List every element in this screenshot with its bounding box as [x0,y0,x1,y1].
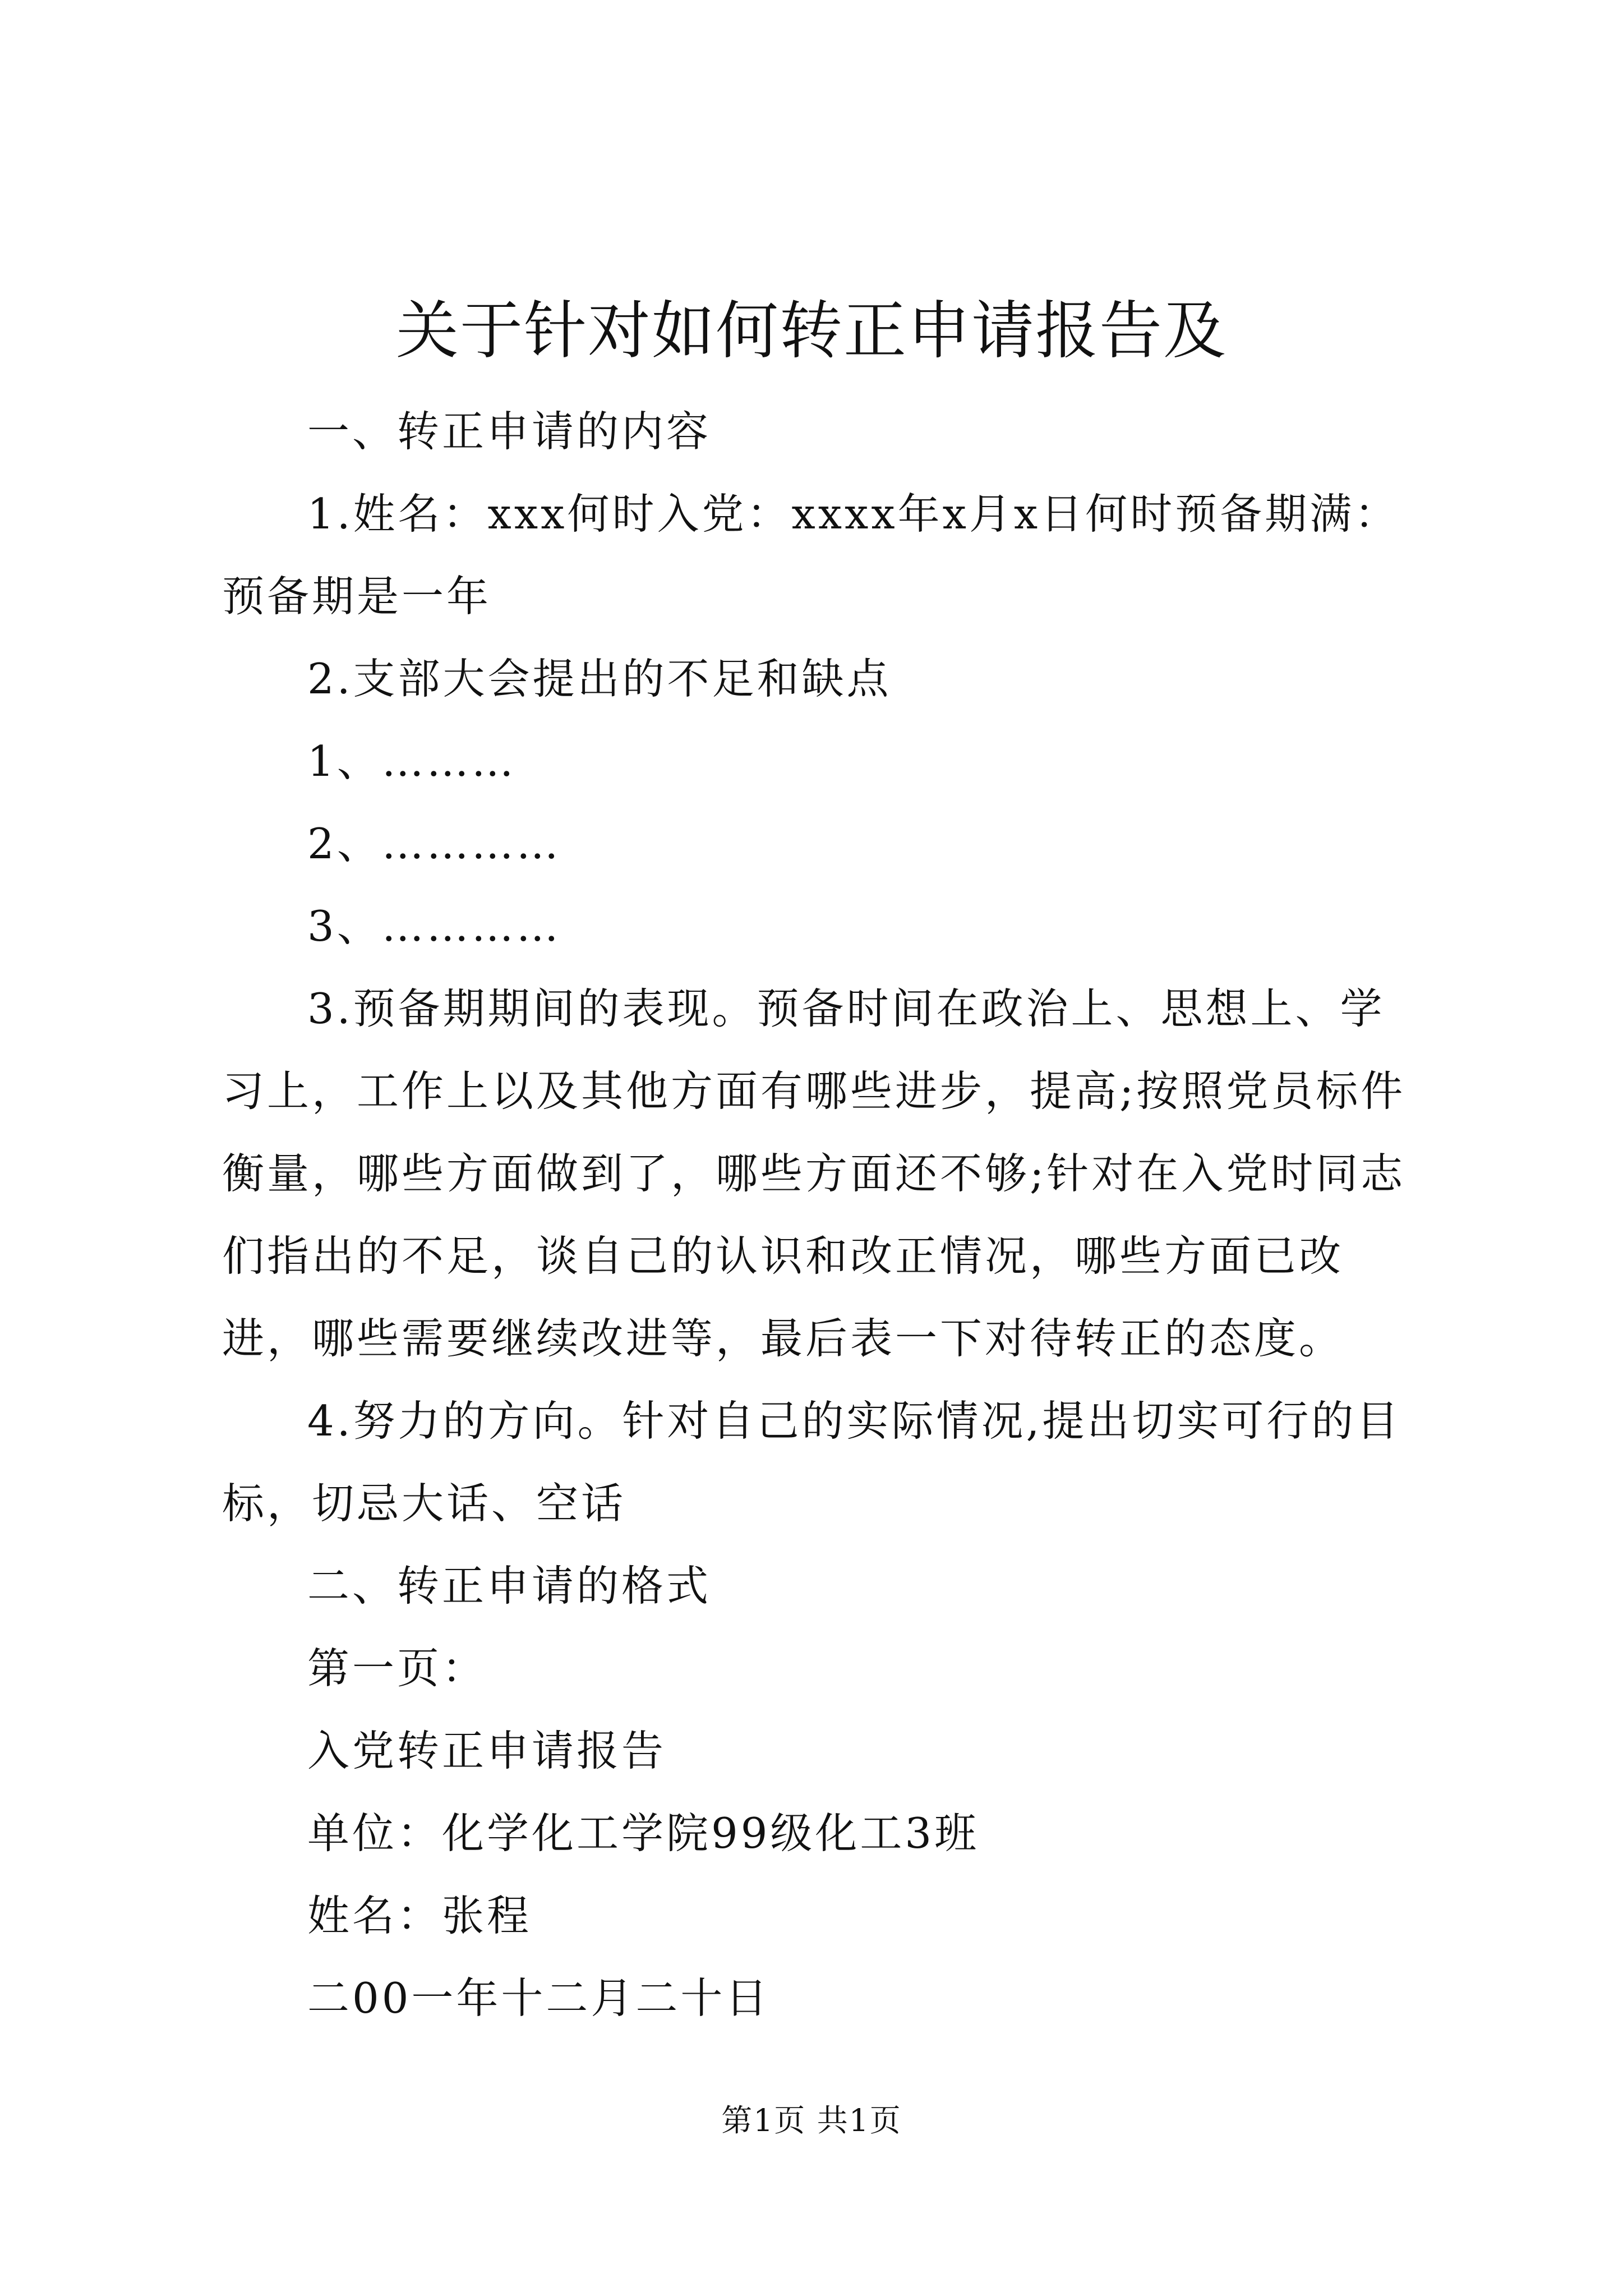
paragraph-name-dates: 1.姓名：xxx何时入党：xxxx年x月x日何时预备期满：预备期是一年 [222,489,1400,621]
paragraph-date: 二00一年十二月二十日 [307,1973,771,2023]
document-body [222,390,1429,2040]
page-footer: 第1页 共1页 [721,2102,902,2138]
list-item-2: 2、………… [307,819,561,868]
paragraph-direction: 4.努力的方向。针对自己的实际情况,提出切实可行的目标，切忌大话、空话 [222,1396,1401,1528]
paragraph-report-title: 入党转正申请报告 [307,1726,667,1775]
paragraph-performance: 3.预备期期间的表现。预备时间在政治上、思想上、学习上，工作上以及其他方面有哪些进步，提高;按照党员标件衡量，哪些方面做到了，哪些方面还不够;针对在入党时同志们指出的不足，谈自己的认识和改正情况，哪些方面已改进，哪些需要继续改进等，最后表一下对待转正的态度。 [222,984,1406,1363]
list-item-3: 3、………… [307,901,561,951]
list-item-1: 1、……… [307,737,517,786]
paragraph-name: 姓名：张程 [307,1891,532,1940]
paragraph-shortcomings: 2.支部大会提出的不足和缺点 [307,654,892,703]
paragraph-unit: 单位：化学化工学院99级化工3班 [307,1809,980,1858]
section-heading-format: 二、转正申请的格式 [307,1561,712,1611]
section-heading-content: 一、转正申请的内容 [307,407,712,456]
paragraph-first-page: 第一页： [307,1644,487,1693]
document-title: 关于针对如何转正申请报告及 [396,295,1227,367]
